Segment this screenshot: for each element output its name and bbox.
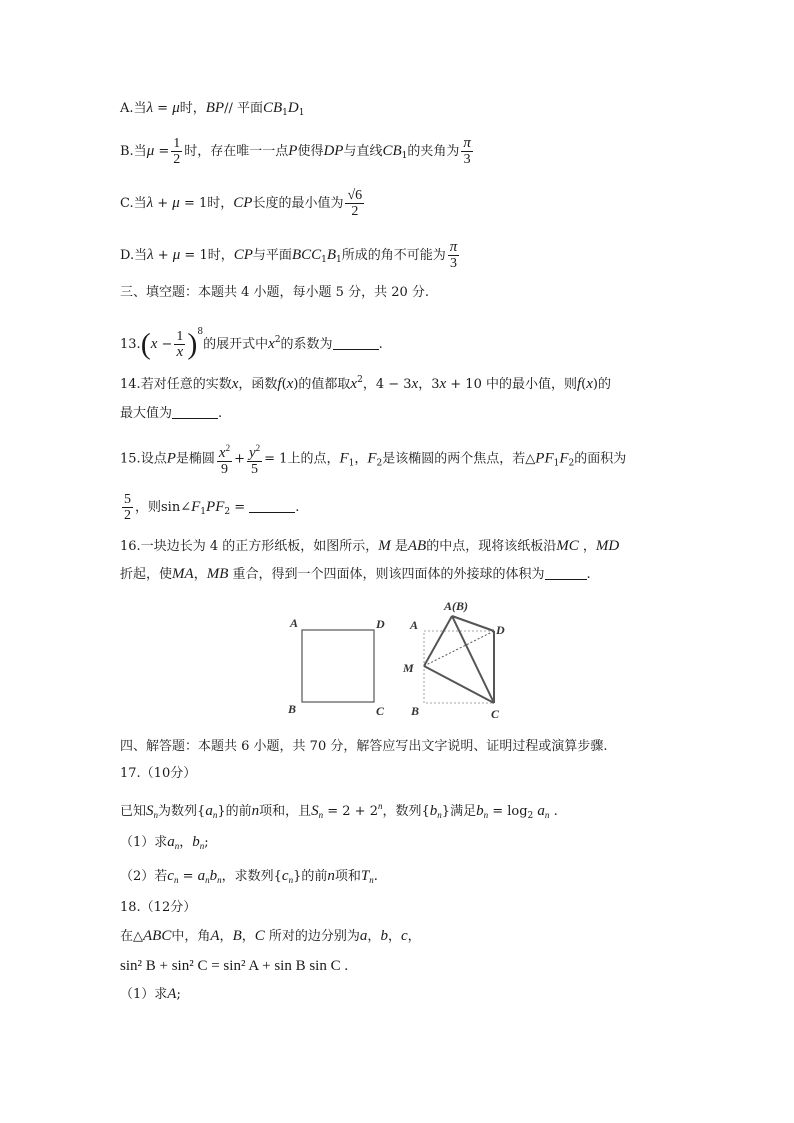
dashed-square xyxy=(424,631,494,703)
label-ab-right: A(B) xyxy=(444,599,468,613)
question-17-label: 17.（10分） xyxy=(120,766,197,781)
label-d-right: D xyxy=(496,623,505,637)
section-heading-solutions: 四、解答题：本题共 6 小题，共 70 分，解答应写出文字说明、证明过程或演算步骤. xyxy=(120,739,608,754)
square-abcd xyxy=(302,630,374,702)
question-17-part1: （1）求$a_n$，$b_n$; xyxy=(120,834,209,851)
label-c-left: C xyxy=(376,704,385,718)
question-18-equation: sin² B + sin² C = sin² A + sin B sin C . xyxy=(120,958,349,974)
answer-blank[interactable] xyxy=(545,565,587,580)
question-15: 15.设点P是椭圆 $\frac{x^2}{9}$ + $\frac{y^2}{5}$ = 1上的点，$F_1$，$F_2$是该椭圆的两个焦点，若$\triangle PF_1F_2$的面积为 xyxy=(120,443,627,477)
option-d: D.当λ + μ = 1时，CP与平面$BCC_1B_1$所成的角不可能为 $\frac{\pi}{3}$ xyxy=(120,239,458,271)
question-13: 13.(x − $\frac{1}{x}$ )$^8$的展开式中$x^2$的系数为 . xyxy=(120,327,383,361)
label-b-left: B xyxy=(288,702,297,716)
question-16-line2: 折起，使MA，MB 重合，得到一个四面体，则该四面体的外接球的体积为 . xyxy=(120,566,591,582)
label-b-right: B xyxy=(411,704,420,718)
option-a: A.当λ = μ时，BP// 平面$CB_1D_1$ xyxy=(120,100,305,118)
fraction: $\frac{5}{2}$ xyxy=(124,492,131,523)
label-d-left: D xyxy=(376,617,385,631)
option-b: B.当μ = $\frac{1}{2}$ 时，存在唯一一点P使得DP与直线$CB_1$的夹角为 $\frac{\pi}{3}$ xyxy=(120,135,471,167)
answer-blank[interactable] xyxy=(249,498,295,513)
question-14: 14.若对任意的实数x，函数f(x)的值都取$x^2$，4 − 3x，3x + 10 中的最小值，则f(x)的 xyxy=(120,375,612,392)
question-18-label: 18.（12分） xyxy=(120,900,197,915)
edge-mc xyxy=(424,666,494,703)
question-17-stem: 已知$S_n$为数列$\{a_n\}$的前n项和，且$S_n = 2 + 2^n$，数列$\{b_n\}$满足$b_n = \log_2 a_n$ . xyxy=(120,801,558,821)
fraction: $\frac{\pi}{3}$ xyxy=(463,135,471,167)
answer-blank[interactable] xyxy=(333,335,379,350)
question-16: 16.一块边长为 4 的正方形纸板，如图所示，M 是AB的中点，现将该纸板沿MC ，MD xyxy=(120,538,620,554)
answer-blank[interactable] xyxy=(172,404,218,419)
label-a-left: A xyxy=(290,616,299,630)
label-c-right: C xyxy=(491,707,500,721)
fraction: $\frac{y^2}{5}$ xyxy=(248,443,261,477)
question-15-line2: $\frac{5}{2}$ ，则$\sin\angle F_1PF_2$ = . xyxy=(124,492,300,523)
question-18-part1: （1）求A; xyxy=(120,986,181,1002)
label-a-right: A xyxy=(410,618,419,632)
section-heading-fill-in: 三、填空题：本题共 4 小题，每小题 5 分，共 20 分. xyxy=(120,285,430,300)
question-14-line2: 最大值为 . xyxy=(120,406,223,421)
figure-square-folding xyxy=(280,598,520,723)
option-c: C.当λ + μ = 1时，CP长度的最小值为 $\frac{√6}{2}$ xyxy=(120,188,363,219)
fraction: $\frac{x^2}{9}$ xyxy=(218,443,231,477)
question-18-stem: 在△ABC中，角A，B，C 所对的边分别为a，b，c， xyxy=(120,928,421,944)
fraction: $\frac{\pi}{3}$ xyxy=(449,239,458,271)
fraction: $\frac{1}{2}$ xyxy=(173,136,181,167)
edge-mab xyxy=(424,616,452,666)
question-17-part2: （2）若$c_n = a_nb_n$，求数列$\{c_n\}$的前n项和$T_n$. xyxy=(120,868,378,885)
label-m-right: M xyxy=(403,661,414,675)
fraction: $\frac{1}{x}$ xyxy=(176,329,184,360)
fraction: $\frac{√6}{2}$ xyxy=(347,188,363,219)
